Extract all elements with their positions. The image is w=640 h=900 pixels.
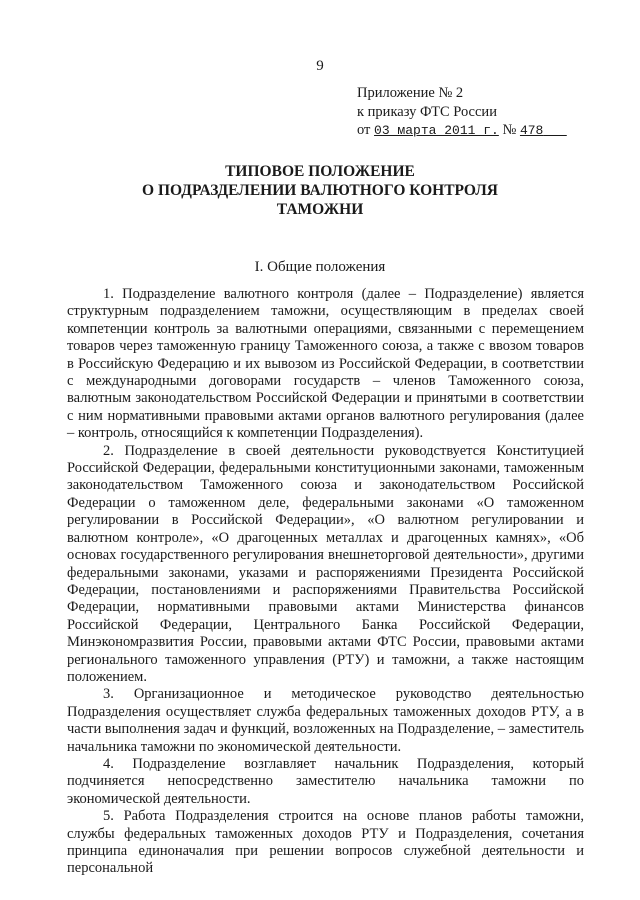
title-line-1: ТИПОВОЕ ПОЛОЖЕНИЕ	[225, 163, 415, 180]
document-title	[0, 162, 640, 219]
appendix-order-ref: к приказу ФТС России	[357, 103, 497, 120]
page-number: 9	[316, 58, 324, 74]
appendix-date-prefix: от	[357, 122, 375, 138]
paragraph-4: 4. Подразделение возглавляет начальник Подразделения, который подчиняется непосредственно заместителю начальника таможни по экономической деятельности.	[67, 755, 584, 807]
appendix-order-number: 478	[519, 123, 544, 138]
document-body	[67, 286, 584, 878]
title-line-2: О ПОДРАЗДЕЛЕНИИ ВАЛЮТНОГО КОНТРОЛЯ	[142, 182, 498, 199]
paragraph-2: 2. Подразделение в своей деятельности руководствуется Конституцией Российской Федерации, федеральными конституционными законами, таможенным законодательством Таможенного союза и законодательством Российской Федерации о таможенном деле, федеральными законами «О таможенном регулировании в Российской Федерации», «О валютном регулировании и валютном контроле», «О драгоценных металлах и драгоценных камнях», «Об основах государственного регулирования внешнеторговой деятельности», другими федеральными законами, указами и распоряжениями Президента Российской Федерации, постановлениями и распоряжениями Правительства Российской Федерации, нормативными правовыми актами Министерства финансов Российской Федерации, Центрального Банка Российской Федерации, Минэкономразвития России, правовыми актами ФТС России, правовыми актами регионального таможенного управления (РТУ) и таможни, а также настоящим положением.	[67, 442, 584, 685]
paragraph-1: 1. Подразделение валютного контроля (далее – Подразделение) является структурным подразделением таможни, осуществляющим в пределах своей компетенции контроль за валютными операциями, связанными с перемещением товаров через таможенную границу Таможенного союза, а также с ввозом товаров в Российскую Федерацию и их вывозом из Российской Федерации, в соответствии с международными договорами государств – членов Таможенного союза, валютным законодательством Российской Федерации и принятыми в соответствии с ним нормативными правовыми актами органов валютного регулирования (далее – контроль, относящийся к компетенции Подразделения).	[67, 286, 584, 442]
appendix-number-label: №	[498, 122, 520, 138]
appendix-number: Приложение № 2	[357, 85, 464, 101]
paragraph-5: 5. Работа Подразделения строится на основе планов работы таможни, службы федеральных таможенных доходов РТУ и Подразделения, сочетания принципа единоначалия при решении вопросов служебной деятельности и персональной	[67, 808, 584, 877]
appendix-underline-tail	[543, 123, 566, 138]
appendix-header	[357, 84, 567, 141]
appendix-date: 03 марта 2011 г.	[374, 123, 499, 138]
section-heading: I. Общие положения	[254, 259, 386, 275]
appendix-date-line	[357, 121, 567, 141]
title-line-3: ТАМОЖНИ	[276, 201, 364, 218]
paragraph-3: 3. Организационное и методическое руководство деятельностью Подразделения осуществляет служба федеральных таможенных доходов РТУ, а в части выполнения задач и функций, возложенных на Подразделение, – заместитель начальника таможни по экономической деятельности.	[67, 686, 584, 755]
